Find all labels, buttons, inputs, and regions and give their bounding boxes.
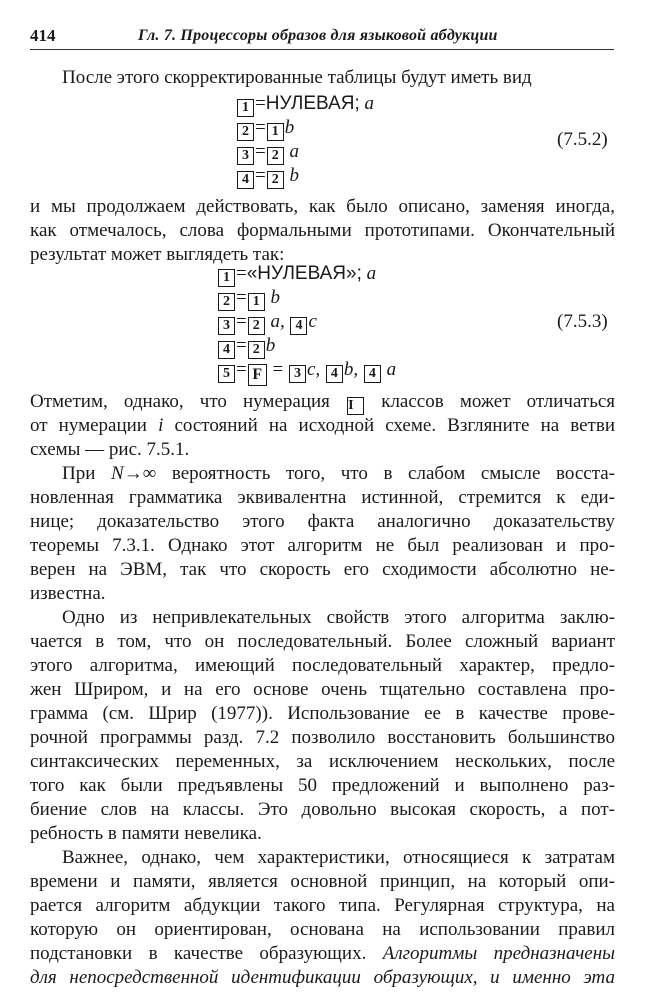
- symbol: a,: [270, 311, 285, 332]
- paragraph-line: Одно из непривлекательных свойств этого алгоритма заклю-: [62, 607, 615, 628]
- table2-row-3: [217, 310, 317, 335]
- ref-box: 2: [267, 147, 284, 165]
- symbol: c,: [306, 359, 321, 380]
- class-box-inline: I: [347, 397, 364, 415]
- symbol: b: [265, 335, 276, 356]
- paragraph-line: нице; доказательство этого факта аналогично доказательству: [30, 511, 615, 532]
- intro-line: После этого скорректированные таблицы будут иметь вид: [62, 67, 532, 88]
- class-box: 4: [218, 341, 235, 359]
- italic-text: Алгоритмы предназначены: [382, 943, 615, 964]
- arrow-infinity: →∞: [123, 463, 157, 484]
- header-rule: [30, 49, 614, 50]
- symbol: i: [158, 415, 164, 436]
- class-box: 3: [237, 147, 254, 165]
- symbol: c: [308, 311, 317, 332]
- class-box: 1: [218, 269, 235, 287]
- ref-box: 4: [364, 365, 381, 383]
- null-token: «НУЛЕВАЯ»;: [246, 263, 362, 284]
- ref-box: 4: [290, 317, 307, 335]
- ref-box: 3: [289, 365, 306, 383]
- symbol: N: [111, 463, 124, 484]
- table2-row-1: [217, 262, 376, 287]
- class-box: 4: [237, 171, 254, 189]
- text: При: [62, 463, 96, 484]
- paragraph-line: теоремы 7.3.1. Однако этот алгоритм не был реализован и про-: [30, 535, 615, 556]
- text: вероятность того, что в слабом смысле восста-: [171, 463, 616, 484]
- paragraph-line: новленная грамматика эквивалентна истинной, стремится к еди-: [30, 487, 615, 508]
- paragraph-line: времени и памяти, является основной принцип, на который опи-: [30, 871, 615, 892]
- equation-number-7-5-2: (7.5.2): [557, 129, 608, 150]
- class-box: 2: [218, 293, 235, 311]
- equals-sign: =: [236, 263, 247, 284]
- paragraph-line: жен Шриром, и на его основе очень тщательно составлена про-: [30, 679, 615, 700]
- paragraph-line: [30, 390, 615, 415]
- equals-sign: =: [255, 93, 266, 114]
- text: классов может отличаться: [381, 391, 616, 412]
- paragraph-line: биение слов на классы. Это довольно высокая скорость, а пот-: [30, 799, 615, 820]
- equals-sign: =: [236, 287, 247, 308]
- table2-row-4: [217, 334, 275, 359]
- paragraph-line: рочной программы разд. 7.2 позволило восстановить большинство: [30, 727, 615, 748]
- equation-number-7-5-3: (7.5.3): [557, 311, 608, 332]
- table1-row-2: [236, 116, 294, 141]
- ref-box: 2: [248, 317, 265, 335]
- paragraph-line: [30, 414, 615, 438]
- paragraph-line: как отмечалось, слова формальными прототипами. Окончательный: [30, 220, 615, 241]
- text: состояний на исходной схеме. Взгляните на ветви: [174, 415, 616, 436]
- text: подстановки в качестве образующих.: [30, 943, 367, 964]
- text: Отметим, однако, что нумерация: [30, 391, 330, 412]
- paragraph-line: верен на ЭВМ, так что скорость его сходимости абсолютно не-: [30, 559, 615, 580]
- class-box: 2: [237, 123, 254, 141]
- ref-box: 4: [326, 365, 343, 383]
- paragraph-line: рается алгоритм абдукции такого типа. Регулярная структура, на: [30, 895, 615, 916]
- ref-box: 2: [267, 171, 284, 189]
- paragraph-line: известна.: [30, 583, 106, 604]
- paragraph-line: для непосредственной идентификации образующих, и именно эта: [30, 967, 615, 988]
- table1-row-4: [236, 164, 299, 189]
- symbol: b: [289, 165, 299, 186]
- page-number: 414: [30, 26, 56, 45]
- table1-row-1: [236, 92, 374, 117]
- equals-sign: =: [255, 165, 266, 186]
- running-header: [30, 26, 620, 48]
- paragraph-line: [30, 942, 615, 966]
- text: от нумерации: [30, 415, 147, 436]
- symbol: a: [366, 263, 377, 284]
- symbol: a: [289, 141, 299, 162]
- paragraph-line: грамма (см. Шрир (1977)). Использование ее в качестве прове-: [30, 703, 615, 724]
- symbol: b: [270, 287, 280, 308]
- symbol: a: [386, 359, 397, 380]
- equals-sign: =: [236, 359, 247, 380]
- paragraph-line: ребность в памяти невелика.: [30, 823, 262, 844]
- equals-sign: =: [236, 335, 247, 356]
- paragraph-line: синтаксических переменных, за исключением нескольких, после: [30, 751, 615, 772]
- equals-sign: =: [236, 311, 247, 332]
- equals-sign: =: [255, 141, 266, 162]
- class-box: 1: [237, 99, 254, 117]
- symbol: a: [364, 93, 374, 114]
- equals-sign: =: [255, 117, 266, 138]
- paragraph-line: которую он ориентирован, основана на использовании правил: [30, 919, 615, 940]
- null-token: НУЛЕВАЯ;: [265, 93, 360, 114]
- equals-sign: =: [272, 359, 284, 380]
- class-box: 5: [218, 365, 235, 383]
- table1-row-3: [236, 140, 299, 165]
- class-box: 3: [218, 317, 235, 335]
- symbol: b,: [343, 359, 359, 380]
- paragraph-line: чается в том, что он последовательный. Более сложный вариант: [30, 631, 615, 652]
- ref-box: 1: [267, 123, 284, 141]
- running-title: Гл. 7. Процессоры образов для языковой абдукции: [138, 27, 498, 44]
- table2-row-5: [217, 358, 396, 386]
- paragraph-line: того как были предъявлены 50 предложений и выполнено раз-: [30, 775, 615, 796]
- ref-box: 2: [248, 341, 265, 359]
- paragraph-line: Важнее, однако, чем характеристики, относящиеся к затратам: [62, 847, 615, 868]
- paragraph-line: схемы — рис. 7.5.1.: [30, 439, 190, 460]
- ref-box: 1: [248, 293, 265, 311]
- paragraph-line: и мы продолжаем действовать, как было описано, заменяя иногда,: [30, 196, 615, 217]
- table2-row-2: [217, 286, 280, 311]
- paragraph-line: [62, 462, 615, 486]
- f-box: F: [248, 364, 267, 386]
- paragraph-line: этого алгоритма, имеющий последовательный характер, предло-: [30, 655, 615, 676]
- paragraph-line: результат может выглядеть так:: [30, 244, 285, 265]
- symbol: b: [284, 117, 295, 138]
